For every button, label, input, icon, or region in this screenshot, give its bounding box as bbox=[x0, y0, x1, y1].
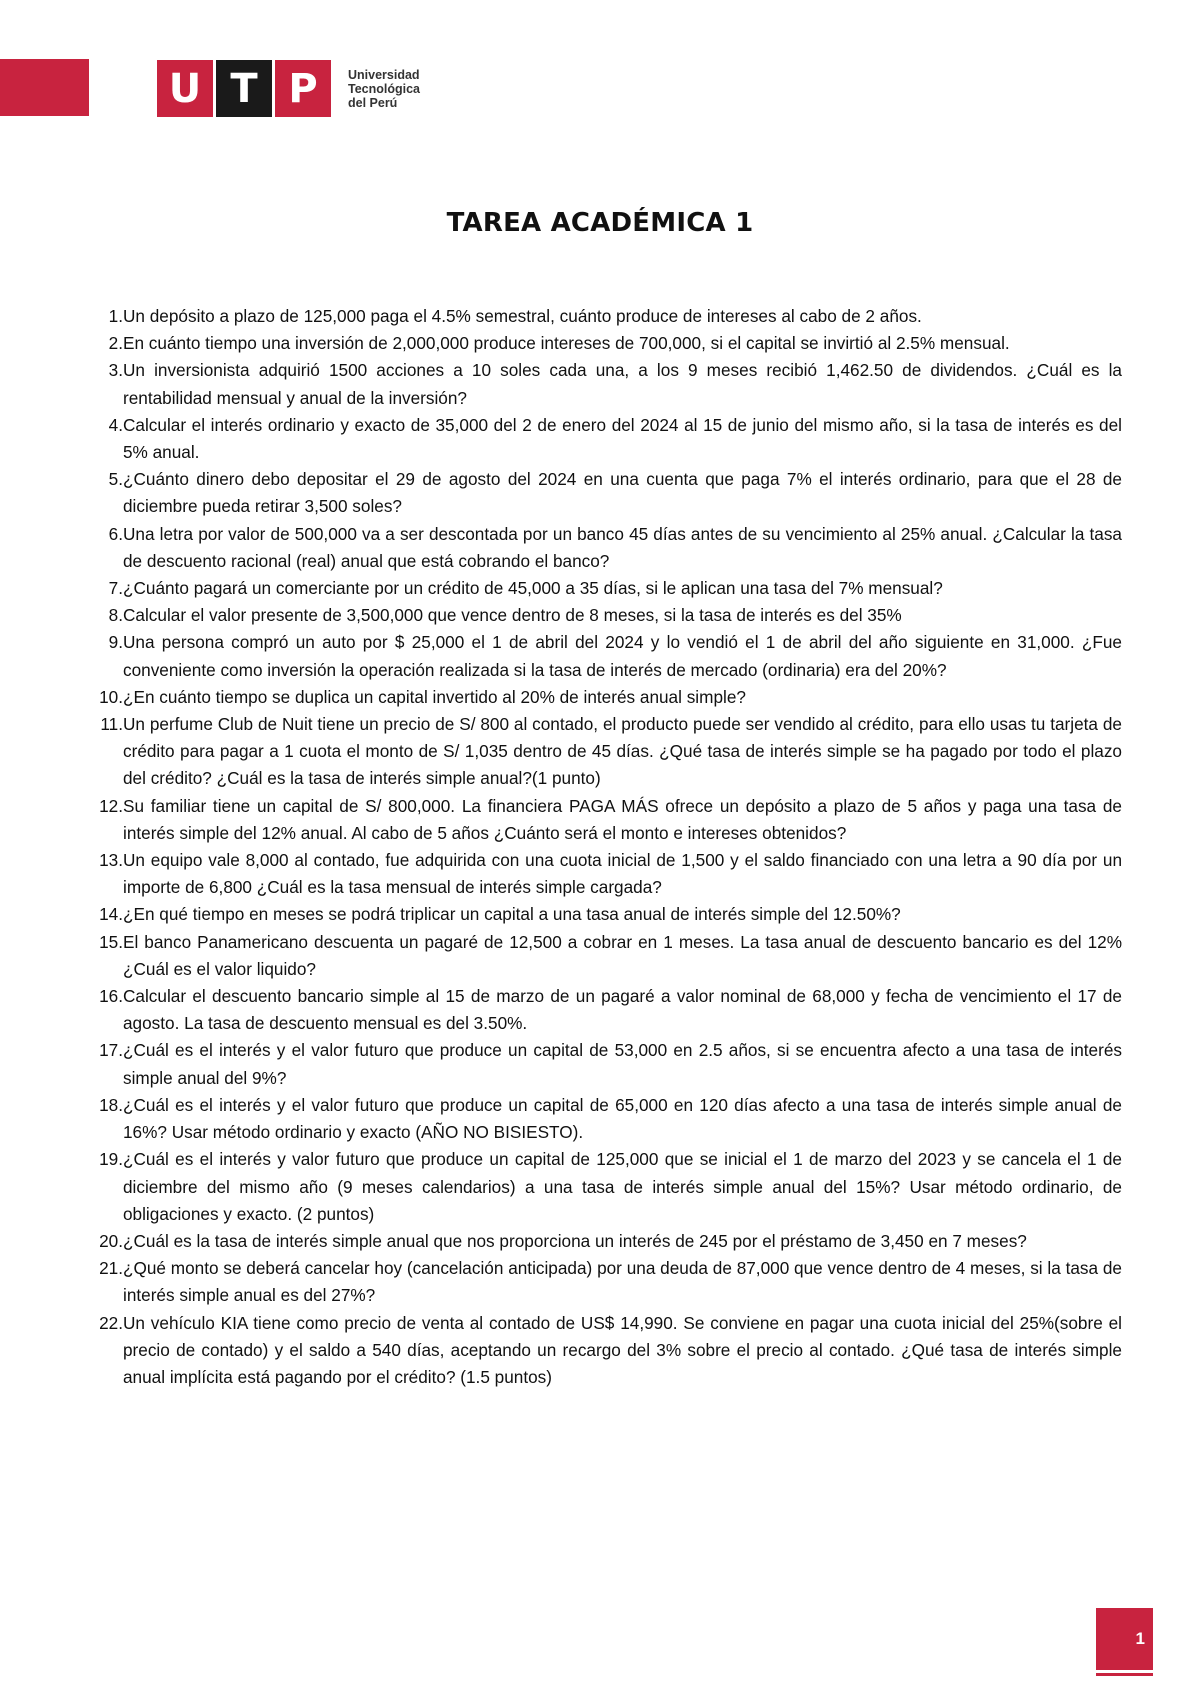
logo-mark bbox=[157, 60, 334, 117]
question-item bbox=[82, 1255, 1122, 1309]
question-item bbox=[82, 357, 1122, 411]
question-number: 21. bbox=[99, 1258, 123, 1279]
question-text: ¿Cuál es el interés y el valor futuro que produce un capital de 65,000 en 120 días afecto a una tasa de interés simple anual de 16%? Usar método ordinario y exacto (AÑO NO BISIESTO). bbox=[123, 1094, 1122, 1143]
question-text: Un equipo vale 8,000 al contado, fue adquirida con una cuota inicial de 1,500 y el saldo financiado con una letra a 90 día por un importe de 6,800 ¿Cuál es la tasa mensual de interés simple cargada? bbox=[123, 850, 1122, 898]
question-number: 22. bbox=[99, 1312, 123, 1333]
question-item bbox=[82, 412, 1122, 466]
question-number: 13. bbox=[99, 850, 123, 871]
question-item bbox=[82, 1146, 1122, 1228]
question-text: Un depósito a plazo de 125,000 paga el 4.5% semestral, cuánto produce de intereses al cabo de 2 años. bbox=[123, 306, 922, 326]
question-item bbox=[82, 684, 1122, 711]
question-text: Una letra por valor de 500,000 va a ser descontada por un banco 45 días antes de su vencimiento al 25% anual. ¿Calcular la tasa de descuento racional (real) anual que está cobrando el banco? bbox=[123, 523, 1122, 571]
document-title: TAREA ACADÉMICA 1 bbox=[446, 208, 754, 238]
question-text: Una persona compró un auto por $ 25,000 el 1 de abril del 2024 y lo vendió el 1 de abril del año siguiente en 31,000. ¿Fue conveniente como inversión la operación realizada si la tasa de interés de mercado (ordinaria) era del 20%? bbox=[123, 632, 1122, 680]
question-number: 17. bbox=[99, 1040, 123, 1061]
question-number: 14. bbox=[99, 904, 123, 925]
question-item bbox=[82, 575, 1122, 602]
question-text: Un perfume Club de Nuit tiene un precio de S/ 800 al contado, el producto puede ser vendido al crédito, para ello usas tu tarjeta de crédito para pagar a 1 cuota el monto de S/ 1,035 dentro de 45 días. ¿Qué tasa de interés simple se ha pagado por todo el plazo del crédito? ¿Cuál es la tasa de interés simple anual?(1 punto) bbox=[123, 714, 1122, 789]
question-text: Calcular el valor presente de 3,500,000 que vence dentro de 8 meses, si la tasa de interés es del 35% bbox=[123, 605, 902, 626]
question-text: ¿Cuál es el interés y valor futuro que produce un capital de 125,000 que se inicial el 1 de marzo del 2023 y se cancela el 1 de diciembre del mismo año (9 meses calendarios) a una tasa de interés simple anual del 15%? Usar método ordinario, de obligaciones y exacto. (2 puntos) bbox=[123, 1149, 1122, 1224]
question-item bbox=[82, 1037, 1122, 1091]
question-text: ¿Cuál es el interés y el valor futuro que produce un capital de 53,000 en 2.5 años, si se encuentra afecto a una tasa de interés simple anual del 9%? bbox=[123, 1040, 1122, 1088]
question-number: 5. bbox=[108, 469, 123, 490]
question-text: ¿Cuál es la tasa de interés simple anual que nos proporciona un interés de 245 por el préstamo de 3,450 en 7 meses? bbox=[123, 1230, 1027, 1251]
question-number: 15. bbox=[99, 931, 123, 952]
question-item bbox=[82, 901, 1122, 928]
question-item bbox=[82, 847, 1122, 901]
question-number: 4. bbox=[108, 414, 123, 435]
question-number: 6. bbox=[108, 523, 123, 544]
question-number: 10. bbox=[99, 686, 123, 707]
question-number: 3. bbox=[108, 360, 123, 381]
question-item bbox=[82, 1310, 1122, 1392]
question-text: ¿En qué tiempo en meses se podrá triplicar un capital a una tasa anual de interés simple del 12.50%? bbox=[123, 904, 901, 925]
question-item bbox=[82, 330, 1122, 357]
question-item bbox=[82, 303, 1122, 330]
utp-logo bbox=[157, 60, 420, 117]
question-text: Su familiar tiene un capital de S/ 800,000. La financiera PAGA MÁS ofrece un depósito a plazo de 5 años y paga una tasa de interés simple del 12% anual. Al cabo de 5 años ¿Cuánto será el monto e intereses obtenidos? bbox=[123, 795, 1122, 843]
logo-text-line: del Perú bbox=[348, 95, 398, 110]
question-text: Calcular el descuento bancario simple al 15 de marzo de un pagaré a valor nominal de 68,000 y fecha de vencimiento el 17 de agosto. La tasa de descuento mensual es del 3.50%. bbox=[123, 986, 1122, 1034]
logo-letter-t: T bbox=[216, 60, 272, 117]
question-number: 16. bbox=[99, 986, 123, 1007]
question-item bbox=[82, 1092, 1122, 1146]
question-item bbox=[82, 711, 1122, 793]
question-text: ¿Qué monto se deberá cancelar hoy (cancelación anticipada) por una deuda de 87,000 que vence dentro de 4 meses, si la tasa de interés simple anual es del 27%? bbox=[123, 1258, 1122, 1306]
question-text: Calcular el interés ordinario y exacto de 35,000 del 2 de enero del 2024 al 15 de junio del mismo año, si la tasa de interés es del 5% anual. bbox=[123, 414, 1122, 463]
question-number: 2. bbox=[108, 333, 123, 354]
question-number: 7. bbox=[108, 578, 123, 599]
question-item bbox=[82, 793, 1122, 847]
question-number: 19. bbox=[99, 1149, 123, 1170]
question-item bbox=[82, 929, 1122, 983]
question-number: 20. bbox=[99, 1230, 123, 1251]
logo-wordmark bbox=[348, 68, 420, 110]
question-text: Un vehículo KIA tiene como precio de venta al contado de US$ 14,990. Se conviene en pagar una cuota inicial del 25%(sobre el precio de contado) y el saldo a 540 días, aceptando un recargo del 3% sobre el precio al contado. ¿Qué tasa de interés simple anual implícita está pagando por el crédito? (1.5 puntos) bbox=[123, 1312, 1122, 1387]
question-item bbox=[82, 602, 1122, 629]
logo-letter-p: P bbox=[275, 60, 331, 117]
logo-text-line: Universidad bbox=[348, 67, 420, 82]
logo-letter-u: U bbox=[157, 60, 213, 117]
question-number: 1. bbox=[108, 306, 123, 326]
question-item bbox=[82, 983, 1122, 1037]
question-text: El banco Panamericano descuenta un pagaré de 12,500 a cobrar en 1 meses. La tasa anual de descuento bancario es del 12% ¿Cuál es el valor liquido? bbox=[123, 931, 1122, 979]
page-number-badge bbox=[1096, 1608, 1153, 1670]
question-number: 11. bbox=[100, 714, 123, 735]
question-text: ¿Cuánto pagará un comerciante por un crédito de 45,000 a 35 días, si le aplican una tasa del 7% mensual? bbox=[123, 578, 943, 599]
question-list bbox=[82, 303, 1122, 1391]
page-number: 1 bbox=[1135, 1629, 1145, 1648]
page-number-underline bbox=[1096, 1673, 1153, 1676]
question-number: 18. bbox=[99, 1094, 123, 1115]
question-item bbox=[82, 521, 1122, 575]
question-item bbox=[82, 629, 1122, 683]
corner-accent-bar bbox=[0, 59, 89, 116]
question-text: ¿Cuánto dinero debo depositar el 29 de agosto del 2024 en una cuenta que paga 7% el interés ordinario, para que el 28 de diciembre pueda retirar 3,500 soles? bbox=[123, 469, 1122, 517]
question-text: Un inversionista adquirió 1500 acciones a 10 soles cada una, a los 9 meses recibió 1,462.50 de dividendos. ¿Cuál es la rentabilidad mensual y anual de la inversión? bbox=[123, 360, 1122, 408]
question-text: ¿En cuánto tiempo se duplica un capital invertido al 20% de interés anual simple? bbox=[123, 686, 746, 707]
logo-text-line: Tecnológica bbox=[348, 81, 421, 96]
question-item bbox=[82, 1228, 1122, 1255]
question-number: 12. bbox=[99, 795, 123, 816]
question-item bbox=[82, 466, 1122, 520]
question-number: 8. bbox=[108, 605, 123, 626]
question-number: 9. bbox=[108, 632, 123, 653]
question-text: En cuánto tiempo una inversión de 2,000,000 produce intereses de 700,000, si el capital se invirtió al 2.5% mensual. bbox=[123, 333, 1010, 354]
